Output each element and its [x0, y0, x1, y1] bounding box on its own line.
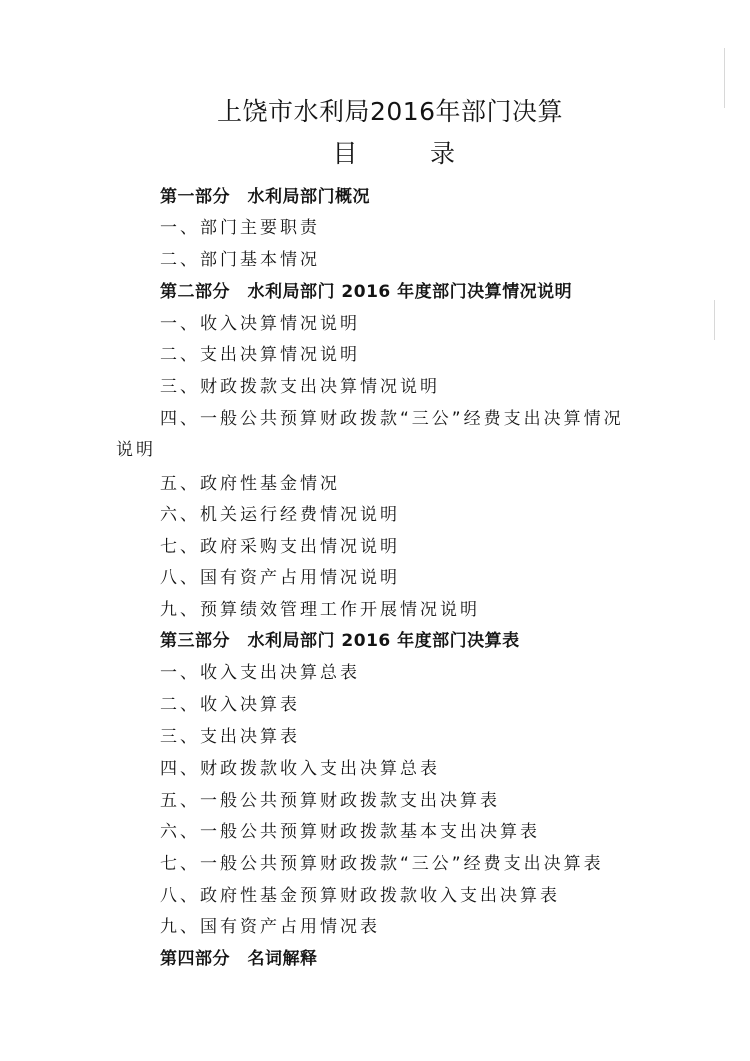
- toc-item: 二、支出决算情况说明: [160, 345, 360, 365]
- subtitle-char-1: 目: [332, 139, 358, 168]
- document-title: 上饶市水利局2016年部门决算: [216, 97, 564, 126]
- toc-item: 九、预算绩效管理工作开展情况说明: [160, 600, 480, 620]
- toc-item: 五、政府性基金情况: [160, 474, 340, 494]
- toc-item: 七、一般公共预算财政拨款“三公”经费支出决算表: [160, 854, 604, 874]
- toc-part-3: 第三部分 水利局部门 2016 年度部门决算表: [160, 631, 520, 651]
- toc-item: 六、机关运行经费情况说明: [160, 505, 400, 525]
- toc-part-2: 第二部分 水利局部门 2016 年度部门决算情况说明: [160, 282, 573, 302]
- toc-item: 九、国有资产占用情况表: [160, 917, 380, 937]
- scan-edge-mark: [724, 48, 725, 108]
- toc-part-1: 第一部分 水利局部门概况: [160, 187, 370, 207]
- scan-edge-mark: [714, 300, 715, 340]
- toc-item: 八、国有资产占用情况说明: [160, 568, 400, 588]
- toc-part-4: 第四部分 名词解释: [160, 949, 318, 969]
- toc-item: 六、一般公共预算财政拨款基本支出决算表: [160, 822, 540, 842]
- document-subtitle: [0, 134, 750, 170]
- toc-item: 一、部门主要职责: [160, 218, 320, 238]
- toc-item: 二、收入决算表: [160, 695, 300, 715]
- toc-item: 一、收入决算情况说明: [160, 314, 360, 334]
- toc-item: 五、一般公共预算财政拨款支出决算表: [160, 791, 500, 811]
- toc-item: 四、财政拨款收入支出决算总表: [160, 759, 440, 779]
- toc-item: 一、收入支出决算总表: [160, 663, 360, 683]
- subtitle-char-2: 录: [430, 139, 456, 168]
- toc-item-wrapped: [116, 407, 640, 462]
- toc-item-line-2: 说明: [116, 440, 156, 460]
- toc-item: 三、财政拨款支出决算情况说明: [160, 377, 440, 397]
- toc-item-line-1: 四、一般公共预算财政拨款“三公”经费支出决算情况: [160, 409, 624, 429]
- toc-item: 八、政府性基金预算财政拨款收入支出决算表: [160, 886, 560, 906]
- toc-item: 三、支出决算表: [160, 727, 300, 747]
- toc-item: 二、部门基本情况: [160, 250, 320, 270]
- toc-item: 七、政府采购支出情况说明: [160, 537, 400, 557]
